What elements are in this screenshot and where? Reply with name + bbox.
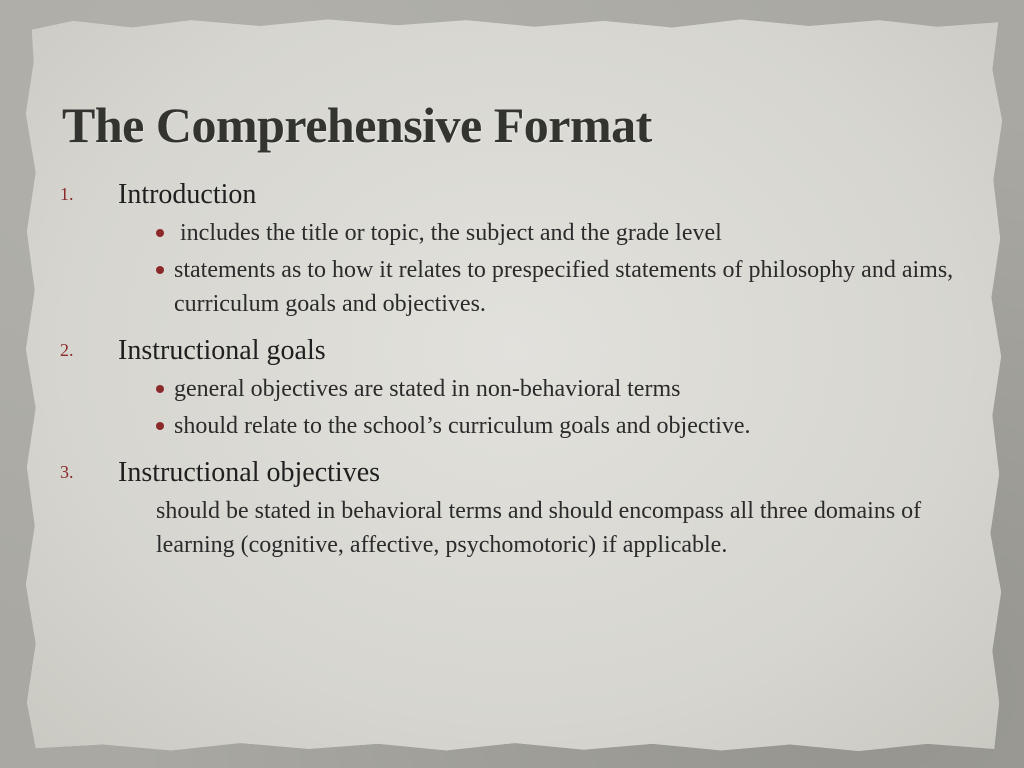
- bullet-text: statements as to how it relates to prespecified statements of philosophy and aims, curriculum goals and objectives.: [174, 257, 954, 317]
- item-number: 2.: [60, 340, 74, 360]
- bullet-item: [156, 216, 960, 250]
- bullet-dot-icon: [156, 422, 164, 430]
- bullet-dot-icon: [156, 229, 164, 237]
- bullet-dot-icon: [156, 266, 164, 274]
- item-number: 1.: [60, 184, 74, 204]
- bullet-list: [118, 372, 960, 443]
- list-item-instructional-goals: [60, 332, 960, 443]
- item-number: 3.: [60, 462, 74, 482]
- bullet-list: [118, 216, 960, 321]
- bullet-item: [156, 372, 960, 406]
- bullet-dot-icon: [156, 385, 164, 393]
- item-heading: Introduction: [118, 179, 257, 210]
- bullet-text: includes the title or topic, the subject and the grade level: [174, 220, 722, 246]
- slide-title: The Comprehensive Format: [62, 97, 652, 153]
- list-item-instructional-objectives: [60, 454, 960, 562]
- item-heading: Instructional goals: [118, 335, 326, 366]
- item-description: should be stated in behavioral terms and should encompass all three domains of learning (cognitive, affective, psychomotoric) if applicable.: [156, 498, 922, 558]
- slide-content: [60, 176, 960, 562]
- bullet-item: [156, 253, 960, 321]
- bullet-text: general objectives are stated in non-behavioral terms: [174, 376, 681, 402]
- bullet-item: [156, 409, 960, 443]
- bullet-text: should relate to the school’s curriculum goals and objective.: [174, 413, 751, 439]
- list-item-introduction: [60, 176, 960, 321]
- item-heading: Instructional objectives: [118, 457, 381, 488]
